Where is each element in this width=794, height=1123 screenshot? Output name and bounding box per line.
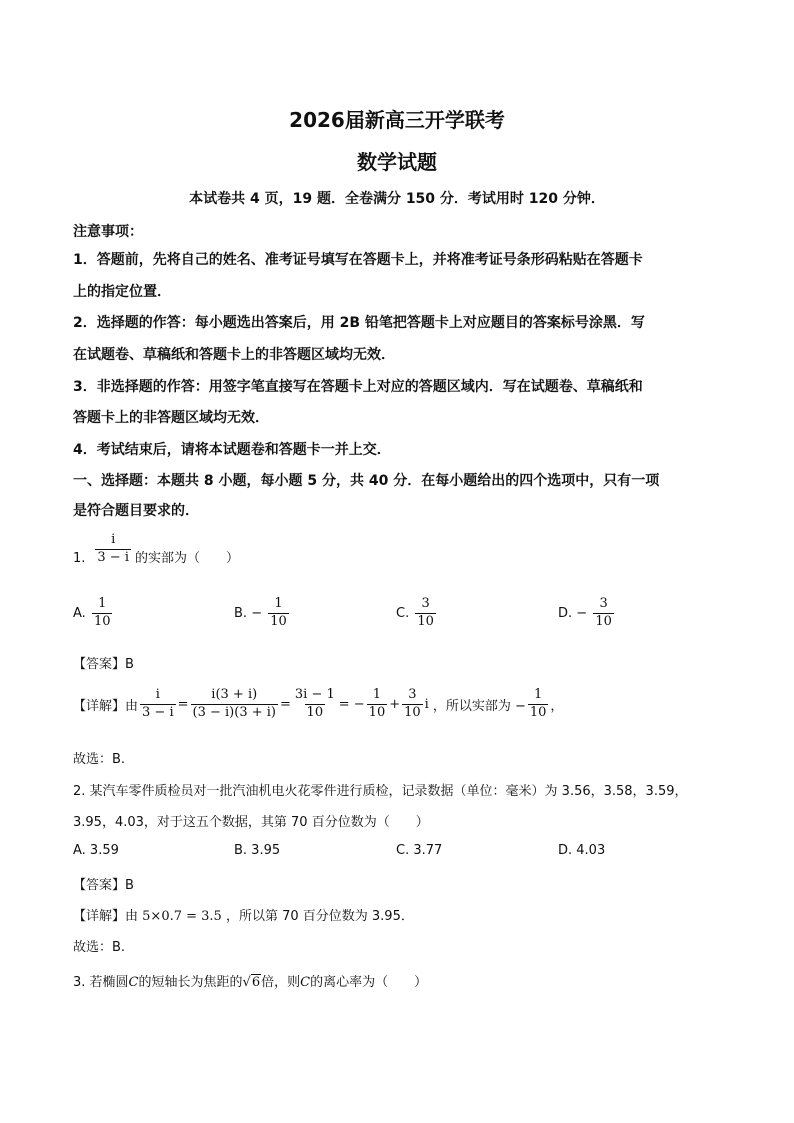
option-label: D. (558, 605, 573, 621)
question-1-option-b (234, 597, 291, 630)
question-2-answer: 【答案】B (73, 878, 134, 893)
question-3-text: 3. 若椭圆 (73, 975, 129, 990)
equals-sign: = (279, 696, 291, 712)
plus-sign: + (389, 696, 401, 712)
question-1-choose: 故选：B. (73, 752, 126, 767)
question-3-text: 的短轴长为焦距的 (138, 975, 243, 990)
note-1-line-a: 1．答题前，先将自己的姓名、准考证号填写在答题卡上，并将准考证号条形码粘贴在答题卡 (73, 252, 643, 268)
question-2-stem-line-a: 2. 某汽车零件质检员对一批汽油机电火花零件进行质检，记录数据（单位：毫米）为 3.56，3.58，3.59， (73, 784, 688, 799)
note-1-line-b: 上的指定位置． (73, 284, 171, 300)
fraction-numerator: i (155, 687, 160, 702)
question-1-option-c (396, 597, 438, 630)
equals-minus: = − (338, 696, 365, 712)
option-fraction (415, 597, 436, 630)
fraction-numerator: 1 (534, 687, 543, 702)
detail-expression: 5×0.7 = 3.5 (142, 909, 222, 924)
option-sign: − (251, 605, 263, 621)
question-3-stem (73, 971, 427, 990)
question-3-text: 倍，则 (261, 975, 301, 990)
variable-c: C (128, 975, 139, 990)
detail-label: 【详解】由 (73, 909, 139, 924)
note-3-line-b: 答题卡上的非答题区域均无效． (73, 410, 269, 426)
question-2-option-c: C. 3.77 (396, 843, 443, 858)
detail-fraction-1 (140, 688, 176, 721)
option-sign: − (576, 605, 588, 621)
detail-fraction-5 (402, 688, 423, 721)
question-1-option-d (558, 597, 616, 630)
question-2-option-b: B. 3.95 (234, 843, 281, 858)
question-2-option-a: A. 3.59 (73, 843, 119, 858)
fraction-numerator: i(3 + i) (211, 687, 258, 702)
note-2-line-b: 在试题卷、草稿纸和答题卡上的非答题区域均无效． (73, 347, 395, 363)
fraction-numerator: 3 (408, 687, 417, 702)
fraction-numerator: i (111, 532, 116, 547)
fraction-denominator: 10 (529, 704, 547, 720)
question-1-number: 1. (73, 550, 86, 566)
option-label: A. (73, 605, 86, 621)
question-1-option-a (73, 597, 114, 630)
fraction-numerator: 1 (372, 687, 382, 702)
detail-label: 【详解】由 (73, 698, 139, 714)
fraction-denominator: 3 − i (97, 549, 129, 565)
fraction-denominator: 10 (270, 613, 287, 629)
note-3-line-a: 3．非选择题的作答：用签字笔直接写在答题卡上对应的答题区域内．写在试题卷、草稿纸和 (73, 379, 643, 395)
fraction-numerator: 3 (599, 596, 608, 611)
note-2-line-a: 2．选择题的作答：每小题选出答案后，用 2B 铅笔把答题卡上对应题目的答案标号涂黑．写 (73, 315, 645, 331)
fraction-denominator: (3 − i)(3 + i) (192, 704, 276, 720)
question-1-stem (73, 533, 239, 566)
option-fraction (92, 597, 113, 630)
fraction-denominator: 10 (417, 613, 434, 629)
fraction-numerator: 3i − 1 (294, 687, 335, 702)
equals-sign: = (177, 696, 189, 712)
fraction-denominator: 3 − i (142, 704, 174, 720)
option-label: B. (234, 605, 248, 621)
sqrt-expression: √6 (242, 975, 261, 990)
detail-fraction-4 (367, 688, 388, 721)
question-2-choose: 故选：B. (73, 940, 126, 955)
section-heading-line-b: 是符合题目要求的． (73, 503, 199, 519)
detail-fraction-6 (528, 688, 549, 721)
exam-subtitle: 数学试题 (357, 150, 437, 174)
detail-fraction-3 (293, 688, 337, 721)
fraction-numerator: 3 (421, 596, 430, 611)
detail-fraction-2 (191, 688, 278, 721)
sqrt-radicand: 6 (251, 975, 261, 990)
detail-text: ，所以实部为 − (432, 698, 526, 714)
question-1-detail (73, 688, 563, 721)
question-2-option-d: D. 4.03 (558, 843, 606, 858)
fraction-denominator: 10 (595, 613, 612, 629)
question-1-fraction (95, 533, 131, 566)
fraction-denominator: 10 (306, 704, 324, 720)
question-1-answer: 【答案】B (73, 657, 134, 672)
detail-text: ，所以第 70 百分位数为 3.95． (225, 909, 414, 924)
question-2-detail (73, 905, 414, 924)
option-label: C. (396, 605, 410, 621)
question-3-text: 的离心率为（ ） (310, 975, 428, 990)
exam-info: 本试卷共 4 页，19 题．全卷满分 150 分．考试用时 120 分钟． (189, 191, 605, 207)
question-2-stem-line-b: 3.95，4.03，对于这五个数据，其第 70 百分位数为（ ） (73, 815, 429, 830)
fraction-denominator: 10 (404, 704, 421, 720)
fraction-numerator: 1 (98, 596, 107, 611)
section-heading-line-a: 一、选择题：本题共 8 小题，每小题 5 分，共 40 分．在每小题给出的四个选项中，只有一项 (73, 473, 660, 489)
option-fraction (268, 597, 289, 630)
fraction-numerator: 1 (274, 596, 283, 611)
fraction-denominator: 10 (93, 613, 111, 629)
imaginary-unit: i (424, 696, 429, 712)
notes-heading: 注意事项： (73, 224, 143, 240)
variable-c: C (300, 975, 311, 990)
fraction-denominator: 10 (368, 704, 386, 720)
detail-end: ， (550, 698, 564, 714)
option-fraction (593, 597, 614, 630)
note-4: 4．考试结束后，请将本试题卷和答题卡一并上交． (73, 442, 391, 458)
exam-title: 2026届新高三开学联考 (289, 108, 505, 132)
question-1-text: 的实部为（ ） (135, 550, 240, 566)
